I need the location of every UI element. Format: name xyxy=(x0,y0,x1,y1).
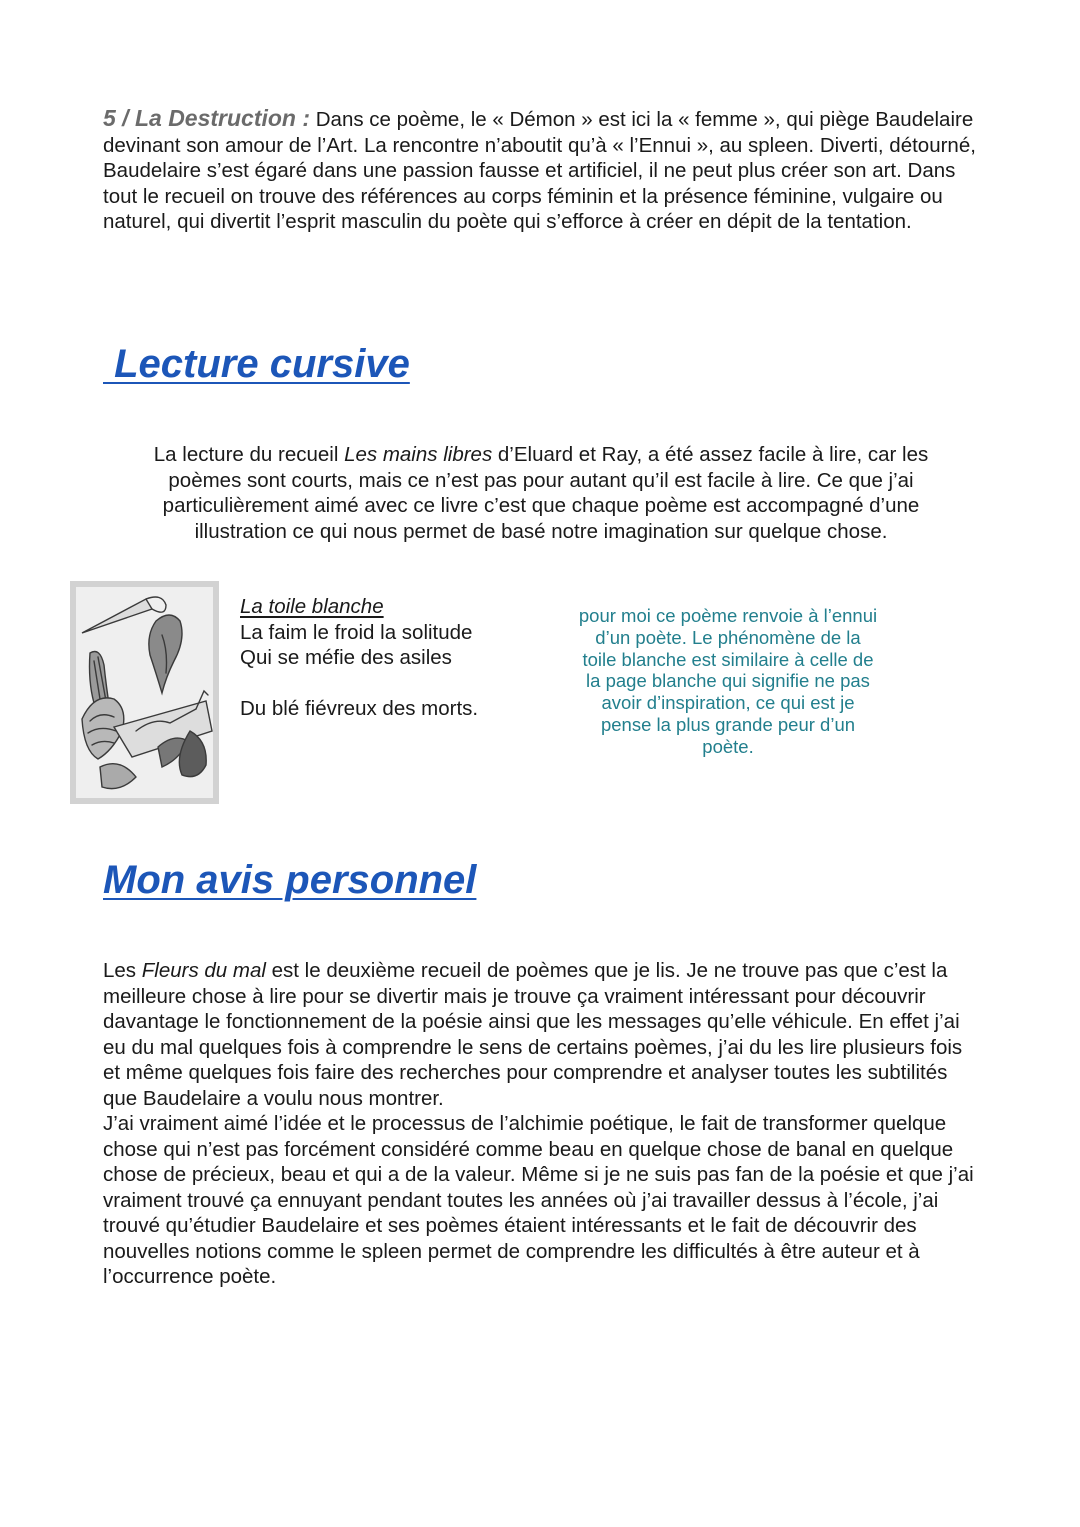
poem-line-blank xyxy=(240,671,570,697)
fleurs-du-mal-title: Fleurs du mal xyxy=(141,959,266,982)
poem-title: La toile blanche xyxy=(240,595,384,618)
poem xyxy=(240,594,570,722)
lecture-text-before: La lecture du recueil xyxy=(153,443,345,466)
avis-paragraph-2: J’ai vraiment aimé l’idée et le processus de l’alchimie poétique, le fait de transformer quelque chose qui n’est pas forcément considéré comme beau en quelque chose de banal en quelque chose de précieux, beau et qui a de la valeur. Même si je ne suis pas fan de la poésie et que j’ai vraiment trouvé ça ennuyant pendant toutes les années où j’ai travailler dessus à l’école, j’ai trouvé qu’étudier Baudelaire et ses poèmes étaient intéressants et le fait de découvrir des nouvelles notions comme le spleen permet de comprendre les difficultés à être auteur et à l’occurrence poète. xyxy=(103,1112,974,1288)
sketch-drawing xyxy=(70,581,219,804)
avis-paragraphs xyxy=(103,958,983,1290)
lecture-cursive-paragraph xyxy=(118,442,964,544)
destruction-paragraph xyxy=(103,106,983,235)
poem-line: La faim le froid la solitude xyxy=(240,620,473,644)
poem-comment: pour moi ce poème renvoie à l’ennui d’un poète. Le phénomène de la toile blanche est similaire à celle de la page blanche qui signifie ne pas avoir d’inspiration, ce qui est je pense la plus grande peur d’un poète. xyxy=(578,605,878,757)
poem-line: Qui se méfie des asiles xyxy=(240,646,452,669)
section-label: 5 / La Destruction : xyxy=(103,105,311,131)
book-title: Les mains libres xyxy=(344,443,493,466)
avis-p1-after: est le deuxième recueil de poèmes que je lis. Je ne trouve pas que c’est la meilleure chose à lire pour se divertir mais je trouve ça vraiment intéressant pour découvrir davantage le fonctionnement de la poésie ainsi que les messages qu’elle véhicule. En effet j’ai eu du mal quelques fois à comprendre le sens de certains poèmes, j’ai du les lire plusieurs fois et même quelques fois faire des recherches pour comprendre et analyser toutes les subtilités que Baudelaire a voulu nous montrer. xyxy=(103,959,963,1110)
avis-p1-before: Les xyxy=(103,959,142,982)
illustration-image xyxy=(70,581,219,804)
lecture-text-after: d’Eluard et Ray, a été assez facile à lire, car les poèmes sont courts, mais ce n’est pas pour autant qu’il est facile à lire. Ce que j’ai particulièrement aimé avec ce livre c’est que chaque poème est accompagné d’une illustration ce qui nous permet de basé notre imagination sur quelque chose. xyxy=(162,443,929,543)
avis-paragraph-1 xyxy=(103,958,983,1111)
avis-heading: Mon avis personnel xyxy=(103,858,477,902)
destruction-text: Dans ce poème, le « Démon » est ici la « femme », qui piège Baudelaire devinant son amour de l’Art. La rencontre n’aboutit qu’à « l’Ennui », au spleen. Diverti, détourné, Baudelaire s’est égaré dans une passion fausse et artificiel, il ne peut plus créer son art. Dans tout le recueil on trouve des références au corps féminin et la présence féminine, vulgaire ou naturel, qui divertit l’esprit masculin du poète qui s’efforce à créer en dépit de la tentation. xyxy=(103,108,976,233)
poem-line: Du blé fiévreux des morts. xyxy=(240,697,479,720)
lecture-cursive-heading: Lecture cursive xyxy=(103,342,410,386)
